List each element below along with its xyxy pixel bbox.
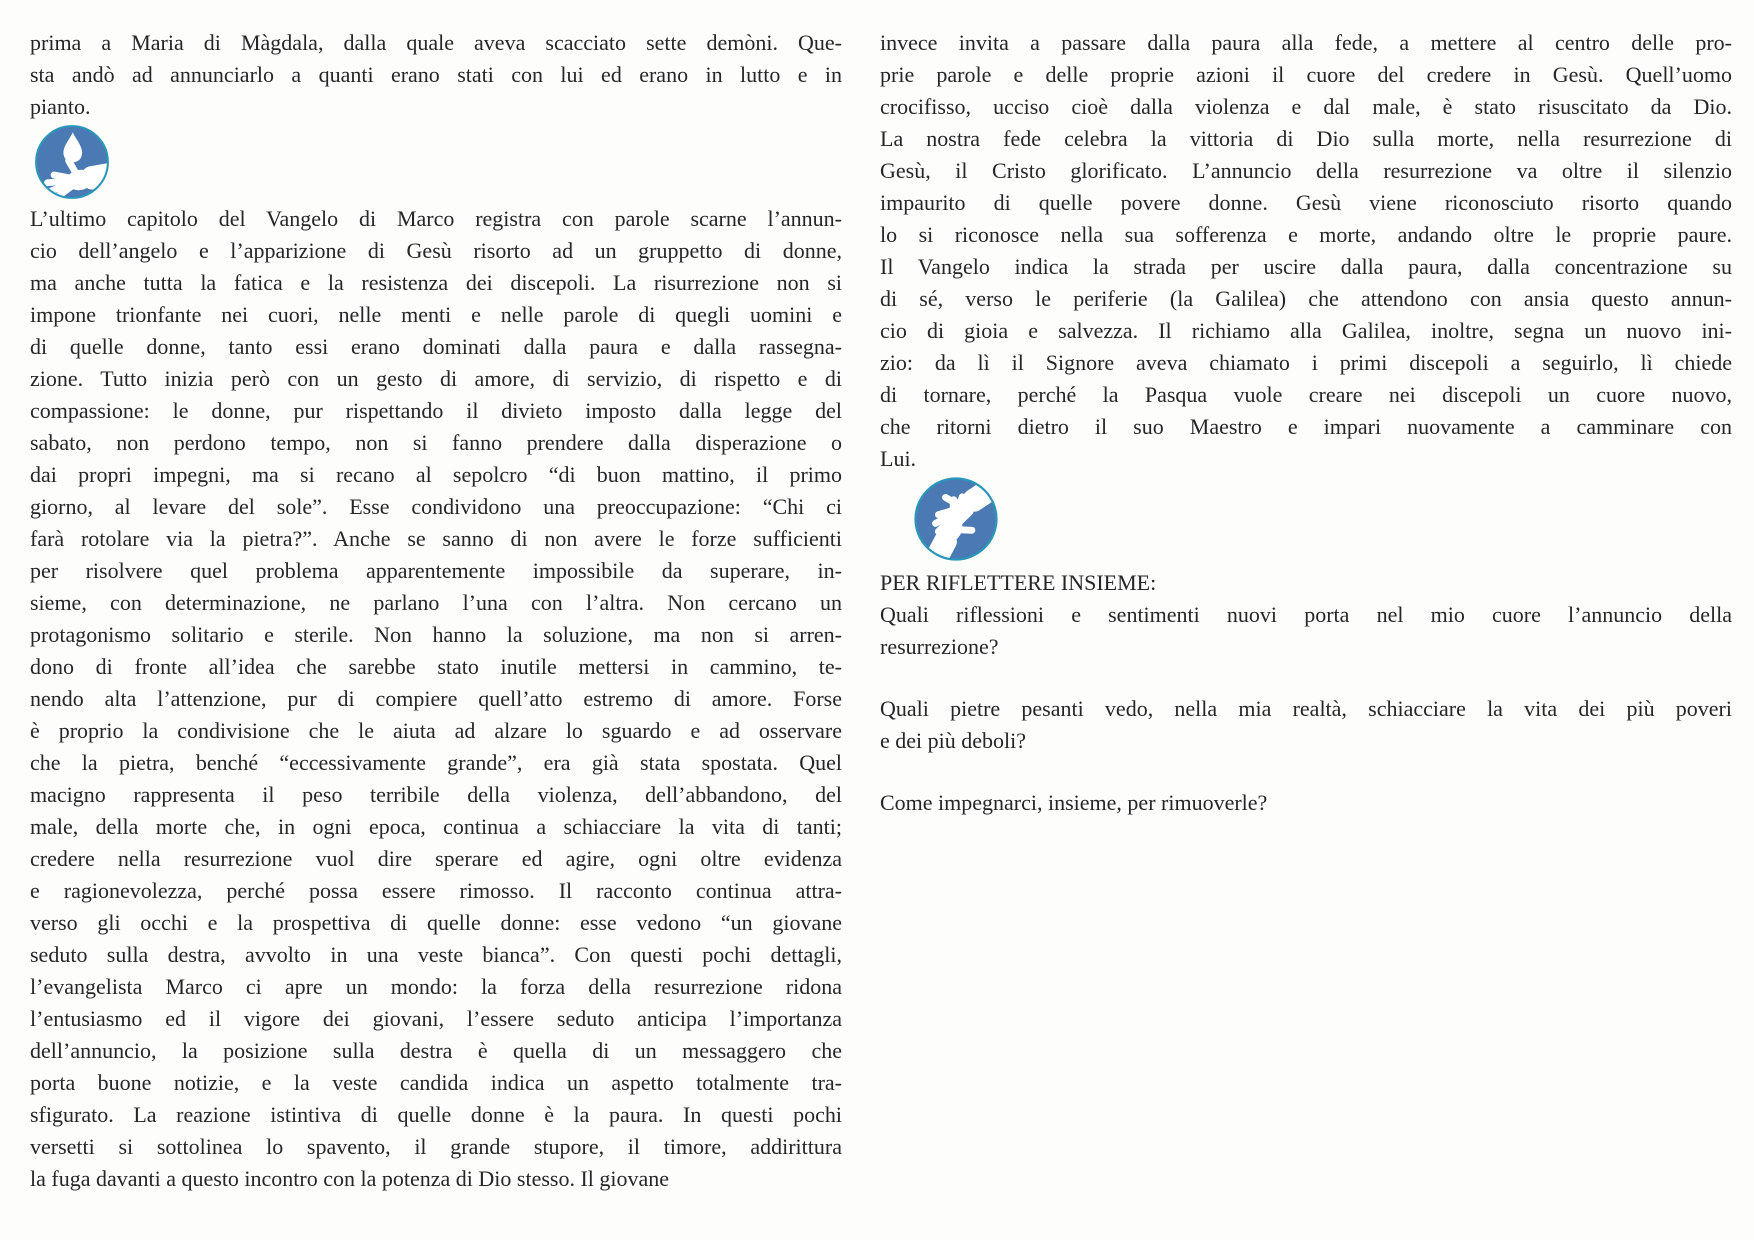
text-line: compassione: le donne, pur rispettando il divieto imposto dalla legge del [30,398,842,423]
text-line: la fuga davanti a questo incontro con la potenza di Dio stesso. Il giovane [30,1166,670,1191]
text-line: sfigurato. La reazione istintiva di quelle donne è la paura. In questi pochi [30,1102,842,1127]
text-line: Il Vangelo indica la strada per uscire dalla paura, dalla concentrazione su [880,254,1732,279]
text-line: dono di fronte all’idea che sarebbe stato inutile mettersi in cammino, te- [30,654,842,679]
text-line: porta buone notizie, e la veste candida indica un aspetto totalmente tra- [30,1070,842,1095]
text-line: Come impegnarci, insieme, per rimuoverle? [880,790,1268,815]
text-line: lo si riconosce nella sua sofferenza e morte, andando oltre le proprie paure. [880,222,1732,247]
text-line: resurrezione? [880,634,999,659]
text-line: prima a Maria di Màgdala, dalla quale aveva scacciato sette demòni. Que- [30,30,842,55]
text-line: Lui. [880,446,917,471]
text-line: giorno, al levare del sole”. Esse condividono una preoccupazione: “Chi ci [30,494,842,519]
text-line: invece invita a passare dalla paura alla fede, a mettere al centro delle pro- [880,30,1732,55]
drop-and-hand-icon [33,123,842,201]
text-line: che ritorni dietro il suo Maestro e impari nuovamente a camminare con [880,414,1732,439]
text-line: L’ultimo capitolo del Vangelo di Marco registra con parole scarne l’annun- [30,206,842,231]
text-line: La nostra fede celebra la vittoria di Dio sulla morte, nella resurrezione di [880,126,1732,151]
text-line: verso gli occhi e la prospettiva di quelle donne: esse vedono “un giovane [30,910,842,935]
text-line: impone trionfante nei cuori, nelle menti e nelle parole di quegli uomini e [30,302,842,327]
text-line: cio di gioia e salvezza. Il richiamo alla Galilea, inoltre, segna un nuovo ini- [880,318,1732,343]
reflection-question-2 [880,693,1732,757]
text-line: ma anche tutta la fatica e la resistenza dei discepoli. La risurrezione non si [30,270,842,295]
text-line: di quelle donne, tanto essi erano dominati dalla paura e dalla rassegna- [30,334,842,359]
text-line: sieme, con determinazione, ne parlano l’una con l’altra. Non cercano un [30,590,842,615]
text-line: Quali riflessioni e sentimenti nuovi porta nel mio cuore l’annuncio della [880,602,1732,627]
text-line: di sé, verso le periferie (la Galilea) che attendono con ansia questo annun- [880,286,1732,311]
text-line: e ragionevolezza, perché possa essere rimosso. Il racconto continua attra- [30,878,842,903]
intro-paragraph [30,27,842,123]
text-line: farà rotolare via la pietra?”. Anche se sanno di non avere le forze sufficienti [30,526,842,551]
helping-hands-icon [912,475,1732,563]
text-line: che la pietra, benché “eccessivamente grande”, era già stata spostata. Quel [30,750,842,775]
text-line: impaurito di quelle povere donne. Gesù viene riconosciuto risorto quando [880,190,1732,215]
reflection-heading: PER RIFLETTERE INSIEME: [880,570,1157,595]
text-line: credere nella resurrezione vuol dire sperare ed agire, ogni oltre evidenza [30,846,842,871]
text-line: di tornare, perché la Pasqua vuole creare nei discepoli un cuore nuovo, [880,382,1732,407]
text-line: versetti si sottolinea lo spavento, il grande stupore, il timore, addirittura [30,1134,842,1159]
reflection-question-3 [880,787,1732,819]
text-line: zio: da lì il Signore aveva chiamato i primi discepoli a seguirlo, lì chiede [880,350,1732,375]
commentary-paragraph [30,203,842,1195]
text-line: l’entusiasmo ed il vigore dei giovani, l’essere seduto anticipa l’importanza [30,1006,842,1031]
text-line: male, della morte che, in ogni epoca, continua a schiacciare la vita di tanti; [30,814,842,839]
text-line: seduto sulla destra, avvolto in una veste bianca”. Con questi pochi dettagli, [30,942,842,967]
text-line: zione. Tutto inizia però con un gesto di amore, di servizio, di rispetto e di [30,366,842,391]
reflection-question-1 [880,599,1732,663]
text-line: sabato, non perdono tempo, non si fanno prendere dalla disperazione o [30,430,842,455]
commentary-continued-paragraph [880,27,1732,475]
text-line: Quali pietre pesanti vedo, nella mia realtà, schiacciare la vita dei più poveri [880,696,1732,721]
text-line: e dei più deboli? [880,728,1027,753]
text-line: sta andò ad annunciarlo a quanti erano stati con lui ed erano in lutto e in [30,62,842,87]
text-line: crocifisso, ucciso cioè dalla violenza e dal male, è stato risuscitato da Dio. [880,94,1732,119]
text-line: pianto. [30,94,91,119]
left-column [30,27,842,1195]
text-line: per risolvere quel problema apparentemente impossibile da superare, in- [30,558,842,583]
text-line: macigno rappresenta il peso terribile della violenza, dell’abbandono, del [30,782,842,807]
text-line: Gesù, il Cristo glorificato. L’annuncio della resurrezione va oltre il silenzio [880,158,1732,183]
text-line: cio dell’angelo e l’apparizione di Gesù risorto ad un gruppetto di donne, [30,238,842,263]
text-line: prie parole e delle proprie azioni il cuore del credere in Gesù. Quell’uomo [880,62,1732,87]
text-line: nendo alta l’attenzione, pur di compiere quell’atto estremo di amore. Forse [30,686,842,711]
right-column [880,27,1732,819]
text-line: l’evangelista Marco ci apre un mondo: la forza della resurrezione ridona [30,974,842,999]
text-line: dai propri impegni, ma si recano al sepolcro “di buon mattino, il primo [30,462,842,487]
text-line: dell’annuncio, la posizione sulla destra è quella di un messaggero che [30,1038,842,1063]
text-line: è proprio la condivisione che le aiuta ad alzare lo sguardo e ad osservare [30,718,842,743]
text-line: protagonismo solitario e sterile. Non hanno la soluzione, ma non si arren- [30,622,842,647]
